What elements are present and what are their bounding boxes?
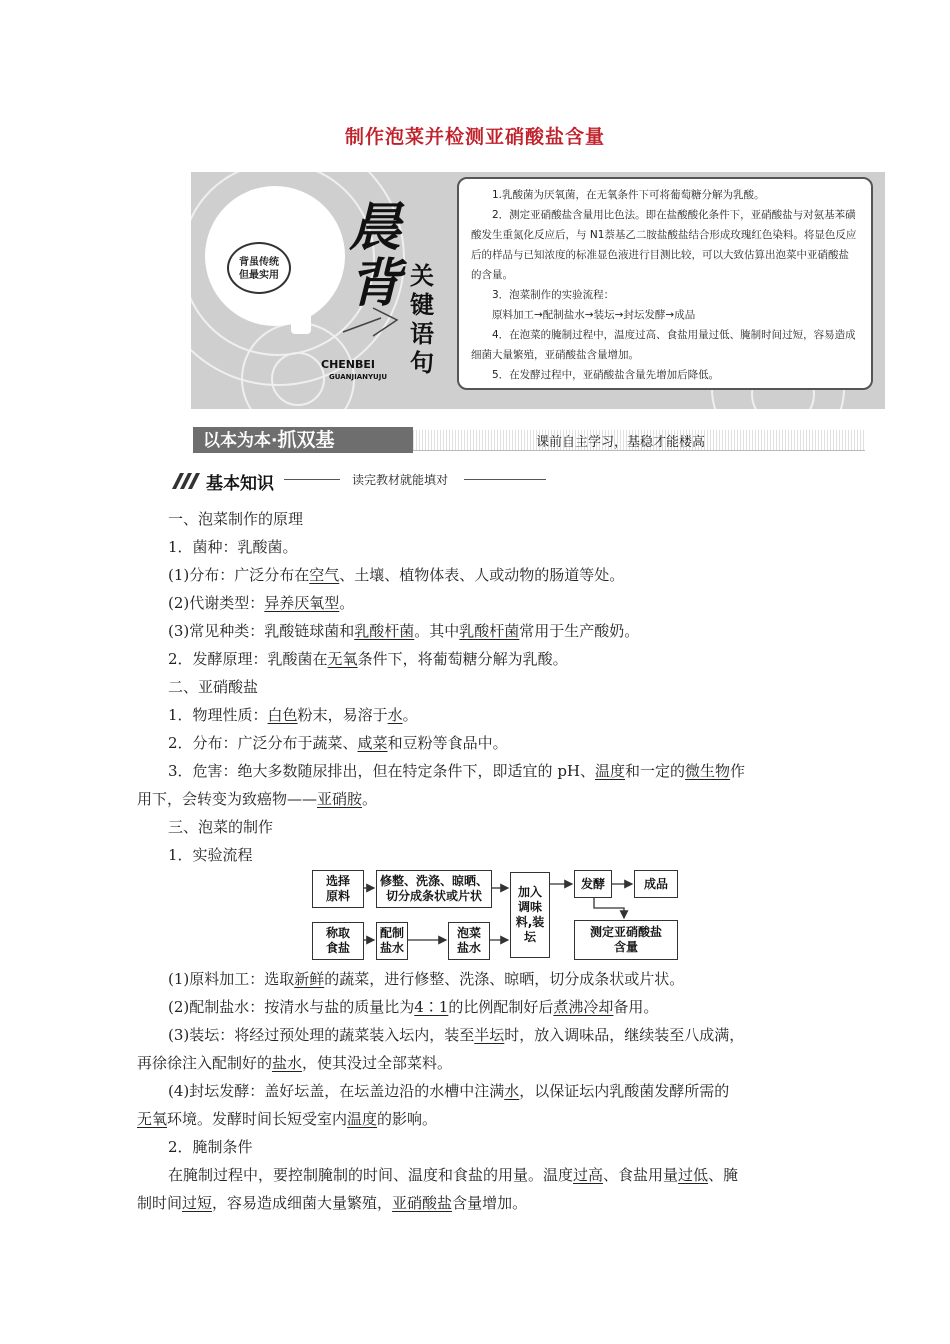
- paragraph-line: (2)代谢类型：异养厌氧型。: [168, 594, 355, 612]
- flow-add-seasoning: 加入 调味 料,装 坛: [510, 872, 550, 958]
- section-bar-tip: 课前自主学习，基稳才能楼高: [535, 435, 705, 450]
- answer-blank: 无氧: [327, 650, 358, 668]
- banner-vertical-text: [409, 262, 435, 378]
- heading-2: 二、亚硝酸盐: [168, 678, 259, 696]
- flow-pickle-brine: 泡菜 盐水: [448, 922, 490, 960]
- answer-blank: 无氧: [137, 1110, 168, 1128]
- bubble-line-1: 背虽传统: [239, 257, 279, 268]
- paragraph-line: (3)常见种类：乳酸链球菌和乳酸杆菌。其中乳酸杆菌常用于生产酸奶。: [168, 622, 640, 640]
- answer-blank: 乳酸杆菌: [354, 622, 415, 640]
- answer-blank: 亚硝酸盐: [392, 1194, 453, 1212]
- paragraph-line: 1．菌种：乳酸菌。: [168, 538, 298, 556]
- note-2: 2．测定亚硝酸盐含量用比色法。即在盐酸酸化条件下，亚硝酸盐与对氨基苯磺酸发生重氮化反应后，与 N1萘基乙二胺盐酸盐结合形成玫瑰红色染料。将显色反应后的样品与已知浓度的标准显色液进行目测比较，可以大致估算出泡菜中亚硝酸盐的含量。: [471, 209, 857, 281]
- answer-blank: 咸菜: [357, 734, 388, 752]
- answer-blank: 异养厌氧型: [264, 594, 340, 612]
- answer-blank: 白色: [267, 706, 298, 724]
- morning-recitation-banner: [191, 172, 885, 409]
- note-4: 原料加工→配制盐水→装坛→封坛发酵→成品: [492, 309, 696, 321]
- chen-char: 晨: [349, 197, 402, 258]
- speech-bubble: [227, 242, 291, 294]
- banner-latin-subtitle: GUANJIANYUJU: [329, 373, 388, 381]
- flowchart: [312, 868, 678, 964]
- person-head-icon: [287, 272, 313, 298]
- answer-blank: 4∶1: [414, 998, 449, 1016]
- heading-1: 一、泡菜制作的原理: [168, 510, 304, 528]
- bubble-line-2: 但最实用: [239, 270, 279, 281]
- answer-blank: 空气: [309, 566, 340, 584]
- paragraph-line: (1)分布：广泛分布在空气、土壤、植物体表、人或动物的肠道等处。: [168, 566, 625, 584]
- heading-3: 三、泡菜的制作: [168, 818, 274, 836]
- flow-select-material: 选择 原料: [312, 870, 364, 908]
- answer-blank: 亚硝胺: [317, 790, 363, 808]
- note-6: 5．在发酵过程中，亚硝酸盐含量先增加后降低。: [492, 369, 720, 381]
- vertical-char: 关: [410, 262, 434, 290]
- flow-prepare-brine: 配制 盐水: [376, 922, 408, 960]
- paragraph-line: 无氧环境。发酵时间长短受室内温度的影响。: [137, 1110, 438, 1128]
- paragraph-line: (3)装坛：将经过预处理的蔬菜装入坛内，装至半坛时，放入调味品，继续装至八成满，: [168, 1026, 745, 1044]
- paragraph-line: 2．分布：广泛分布于蔬菜、咸菜和豆粉等食品中。: [168, 734, 508, 752]
- answer-blank: 水: [504, 1082, 520, 1100]
- section-bar: [193, 427, 865, 453]
- paragraph-line: 2．发酵原理：乳酸菌在无氧条件下，将葡萄糖分解为乳酸。: [168, 650, 568, 668]
- flow-trim-wash: 修整、洗涤、晾晒、 切分成条状或片状: [376, 870, 492, 908]
- paragraph-line: 3．危害：绝大多数随尿排出，但在特定条件下，即适宜的 pH、温度和一定的微生物作: [168, 762, 746, 780]
- answer-blank: 温度: [347, 1110, 378, 1128]
- section-bar-title: [193, 427, 413, 453]
- note-5: 4．在泡菜的腌制过程中，温度过高、食盐用量过低、腌制时间过短，容易造成细菌大量繁殖，亚硝酸盐含量增加。: [471, 329, 856, 361]
- answer-blank: 新鲜: [294, 970, 325, 988]
- page-title: 制作泡菜并检测亚硝酸盐含量: [344, 126, 605, 148]
- basic-knowledge-title: 基本知识: [206, 474, 274, 494]
- section-bar-title-a: 以本为本·: [203, 431, 278, 451]
- slash-marks-icon: [172, 471, 204, 491]
- answer-blank: 水: [387, 706, 403, 724]
- answer-blank: 盐水: [272, 1054, 303, 1072]
- flow-fermentation: 发酵: [574, 870, 612, 898]
- answer-blank: 过低: [678, 1166, 709, 1184]
- flow-measure-nitrite: 测定亚硝酸盐 含量: [574, 920, 678, 960]
- banner-chen: [349, 197, 402, 314]
- section-bar-title-b: 抓双基: [277, 429, 335, 451]
- paragraph-line: 制时间过短，容易造成细菌大量繁殖，亚硝酸盐含量增加。: [137, 1194, 528, 1212]
- vertical-char: 句: [410, 349, 434, 377]
- answer-blank: 过短: [182, 1194, 213, 1212]
- paragraph-line: 2．腌制条件: [168, 1138, 253, 1156]
- answer-blank: 温度: [595, 762, 626, 780]
- paragraph-line: 在腌制过程中，要控制腌制的时间、温度和食盐的用量。温度过高、食盐用量过低、腌: [168, 1166, 739, 1184]
- answer-blank: 微生物: [685, 762, 731, 780]
- basic-knowledge-header: [172, 469, 552, 493]
- paragraph-line: 1．物理性质：白色粉末，易溶于水。: [168, 706, 418, 724]
- vertical-char: 语: [410, 320, 434, 348]
- note-1: 1.乳酸菌为厌氧菌，在无氧条件下可将葡萄糖分解为乳酸。: [492, 189, 765, 201]
- banner-latin-title: CHENBEI: [321, 358, 375, 371]
- flow-product: 成品: [634, 870, 678, 898]
- note-3: 3．泡菜制作的实验流程：: [492, 289, 615, 301]
- paragraph-line: 用下，会转变为致癌物——亚硝胺。: [137, 790, 378, 808]
- bei-char: 背: [349, 253, 402, 314]
- paragraph-line: 1．实验流程: [168, 846, 253, 864]
- flow-weigh-salt: 称取 食盐: [312, 922, 364, 960]
- divider: [464, 479, 546, 480]
- key-sentences-box: [457, 177, 873, 390]
- person-body-icon: [291, 300, 311, 334]
- answer-blank: 乳酸杆菌: [459, 622, 520, 640]
- basic-knowledge-subtitle: 读完教材就能填对: [352, 473, 449, 487]
- divider: [284, 479, 340, 480]
- answer-blank: 过高: [573, 1166, 604, 1184]
- answer-blank: 煮沸冷却: [553, 998, 614, 1016]
- paragraph-line: 再徐徐注入配制好的盐水，使其没过全部菜料。: [137, 1054, 453, 1072]
- vertical-char: 键: [410, 291, 434, 319]
- paragraph-line: (4)封坛发酵：盖好坛盖，在坛盖边沿的水槽中注满水，以保证坛内乳酸菌发酵所需的: [168, 1082, 730, 1100]
- answer-blank: 半坛: [474, 1026, 505, 1044]
- paragraph-line: (2)配制盐水：按清水与盐的质量比为4∶1的比例配制好后煮沸冷却备用。: [168, 998, 659, 1016]
- paragraph-line: (1)原料加工：选取新鲜的蔬菜，进行修整、洗涤、晾晒，切分成条状或片状。: [168, 970, 685, 988]
